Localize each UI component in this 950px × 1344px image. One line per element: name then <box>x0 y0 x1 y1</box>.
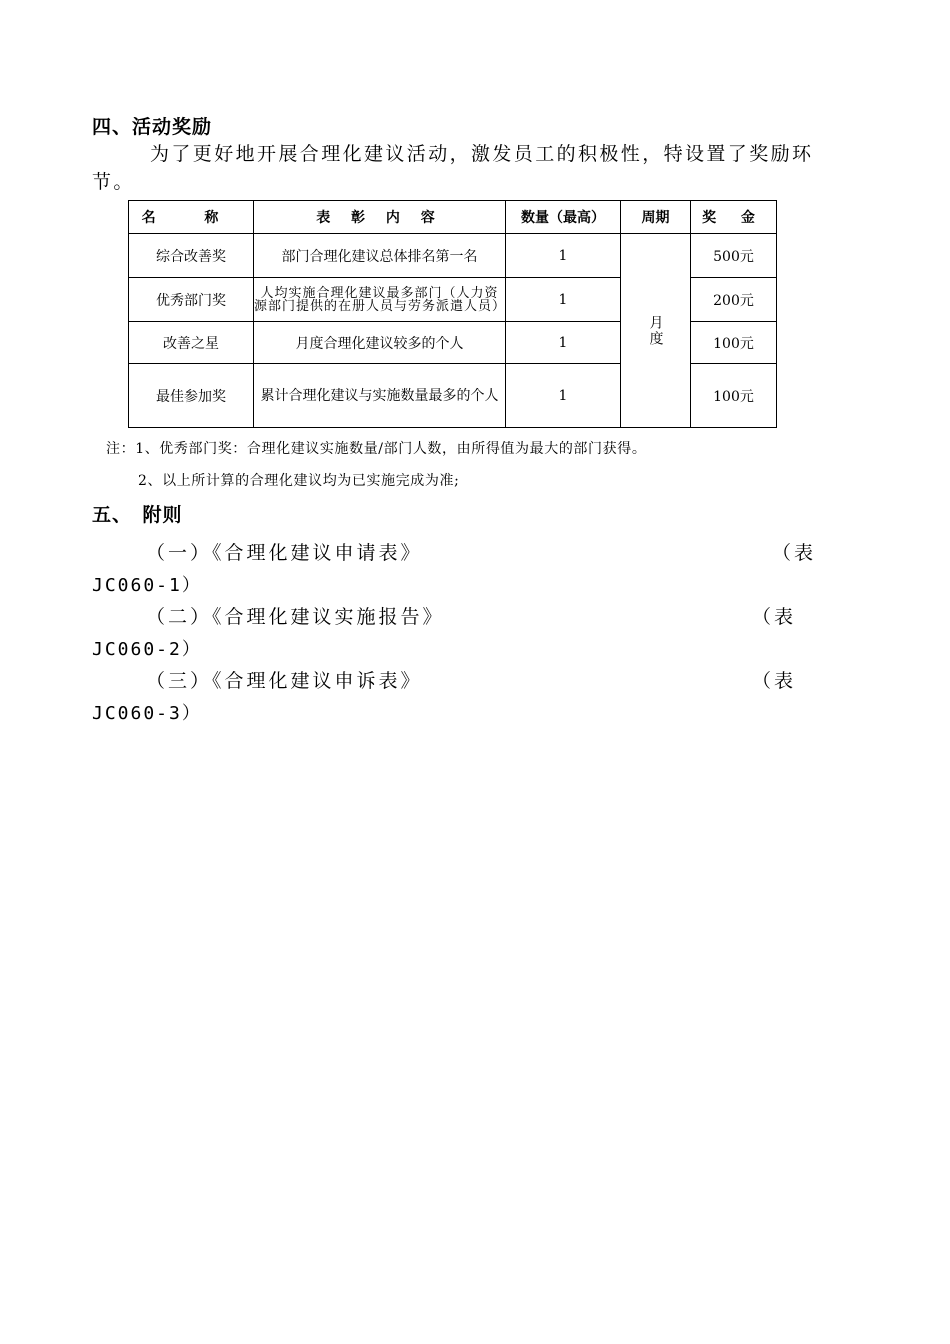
section-5-heading: 五、 附则 <box>92 504 183 526</box>
table-row <box>129 234 777 278</box>
award-period: 月度 <box>621 234 691 428</box>
award-prize: 500元 <box>691 234 777 278</box>
appendix-item-2-code: JC060-2） <box>92 639 202 660</box>
appendix-item-1-code: JC060-1） <box>92 575 202 596</box>
award-name: 优秀部门奖 <box>129 278 254 322</box>
header-name: 名 称 <box>129 201 254 234</box>
award-prize: 200元 <box>691 278 777 322</box>
award-name: 改善之星 <box>129 322 254 364</box>
award-qty: 1 <box>506 278 621 322</box>
award-content: 累计合理化建议与实施数量最多的个人 <box>254 364 506 428</box>
award-prize: 100元 <box>691 322 777 364</box>
appendix-item-1-prefix: （表 <box>772 542 817 564</box>
appendix-item-3-code: JC060-3） <box>92 703 202 724</box>
section-4-heading: 四、活动奖励 <box>92 116 213 138</box>
appendix-item-1-title: （一）《合理化建议申请表》 <box>146 542 423 564</box>
table-header-row <box>129 201 777 234</box>
note-2: 2、以上所计算的合理化建议均为已实施完成为准; <box>138 473 460 489</box>
award-content: 月度合理化建议较多的个人 <box>254 322 506 364</box>
award-name: 最佳参加奖 <box>129 364 254 428</box>
award-content: 部门合理化建议总体排名第一名 <box>254 234 506 278</box>
note-1: 注：1、优秀部门奖：合理化建议实施数量/部门人数，由所得值为最大的部门获得。 <box>106 441 647 457</box>
award-qty: 1 <box>506 364 621 428</box>
award-prize: 100元 <box>691 364 777 428</box>
header-prize: 奖 金 <box>691 201 777 234</box>
header-content: 表 彰 内 容 <box>254 201 506 234</box>
appendix-item-2-title: （二）《合理化建议实施报告》 <box>146 606 445 628</box>
appendix-item-2-prefix: （表 <box>752 606 797 628</box>
header-period: 周期 <box>621 201 691 234</box>
award-content: 人均实施合理化建议最多部门（人力资源部门提供的在册人员与劳务派遣人员） <box>254 278 506 322</box>
award-qty: 1 <box>506 322 621 364</box>
appendix-item-3-title: （三）《合理化建议申诉表》 <box>146 670 423 692</box>
section-4-intro: 为了更好地开展合理化建议活动，激发员工的积极性，特设置了奖励环节。 <box>92 143 814 193</box>
appendix-item-3-prefix: （表 <box>752 670 797 692</box>
awards-table <box>128 200 777 428</box>
award-qty: 1 <box>506 234 621 278</box>
header-qty: 数量（最高） <box>506 201 621 234</box>
award-name: 综合改善奖 <box>129 234 254 278</box>
